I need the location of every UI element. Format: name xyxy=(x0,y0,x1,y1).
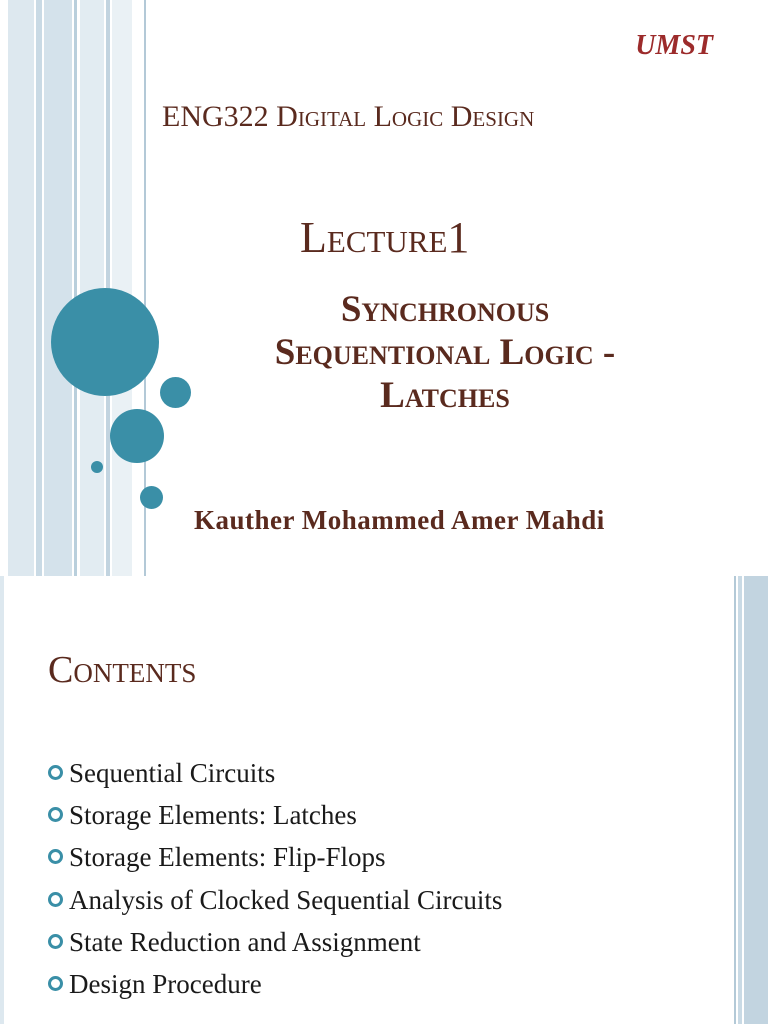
stripe-decoration xyxy=(74,0,77,576)
list-item-text: Analysis of Clocked Sequential Circuits xyxy=(69,885,503,915)
stripe-decoration xyxy=(744,576,768,1024)
bullet-icon xyxy=(48,934,63,949)
stripe-decoration xyxy=(8,0,34,576)
list-item xyxy=(48,885,502,916)
list-item xyxy=(48,800,357,831)
circle-decoration xyxy=(140,486,163,509)
bullet-icon xyxy=(48,807,63,822)
list-item-text: Sequential Circuits xyxy=(69,758,276,788)
circle-decoration xyxy=(110,409,164,463)
stripe-decoration xyxy=(734,576,736,1024)
list-item xyxy=(48,927,421,958)
list-item-text: Storage Elements: Flip-Flops xyxy=(69,842,386,872)
list-item-text: State Reduction and Assignment xyxy=(69,927,421,957)
list-item xyxy=(48,758,275,789)
bullet-icon xyxy=(48,765,63,780)
bullet-icon xyxy=(48,849,63,864)
title-line: Latches xyxy=(380,375,510,416)
lecture-title: Lecture1 xyxy=(300,213,470,262)
stripe-decoration xyxy=(36,0,42,576)
course-title: ENG322 Digital Logic Design xyxy=(162,100,535,133)
main-title xyxy=(180,288,710,417)
org-label: UMST xyxy=(635,30,713,61)
circle-decoration xyxy=(51,288,159,396)
list-item-text: Design Procedure xyxy=(69,969,262,999)
list-item xyxy=(48,969,262,1000)
stripe-decoration xyxy=(44,0,72,576)
circle-decoration xyxy=(91,461,103,473)
title-line: Synchronous xyxy=(340,289,550,330)
bullet-icon xyxy=(48,976,63,991)
list-item-text: Storage Elements: Latches xyxy=(69,800,357,830)
author-name: Kauther Mohammed Amer Mahdi xyxy=(194,505,605,535)
bullet-icon xyxy=(48,892,63,907)
list-item xyxy=(48,842,386,873)
stripe-decoration xyxy=(738,576,742,1024)
contents-slide xyxy=(0,576,768,1024)
title-line: Sequentional Logic - xyxy=(274,332,616,373)
contents-heading: Contents xyxy=(48,649,197,691)
stripe-decoration xyxy=(0,576,4,1024)
